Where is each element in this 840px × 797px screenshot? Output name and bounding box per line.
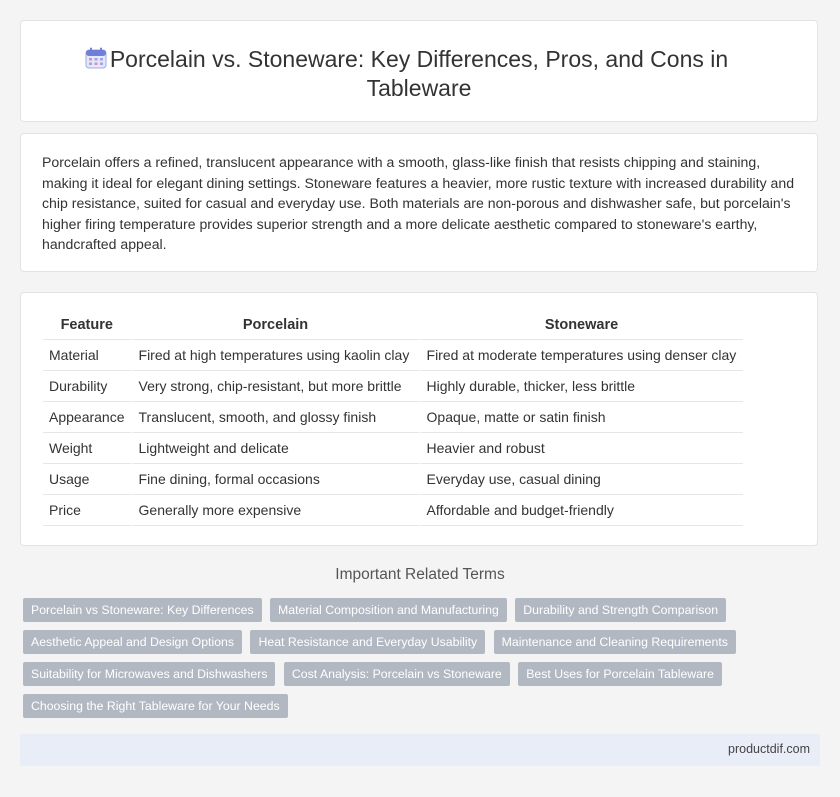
- cell-feature: Usage: [43, 464, 131, 495]
- cell-porcelain: Very strong, chip-resistant, but more brittle: [131, 371, 419, 402]
- header-card: [20, 20, 818, 122]
- related-term-tag[interactable]: Best Uses for Porcelain Tableware: [518, 662, 722, 686]
- cell-feature: Durability: [43, 371, 131, 402]
- related-term-tag[interactable]: Heat Resistance and Everyday Usability: [250, 630, 485, 654]
- cell-feature: Appearance: [43, 402, 131, 433]
- comparison-table: [43, 311, 743, 526]
- related-terms-title: Important Related Terms: [335, 566, 505, 583]
- cell-feature: Price: [43, 495, 131, 526]
- cell-porcelain: Translucent, smooth, and glossy finish: [131, 402, 419, 433]
- cell-porcelain: Generally more expensive: [131, 495, 419, 526]
- table-row: [43, 340, 743, 371]
- table-row: [43, 433, 743, 464]
- related-term-tag[interactable]: Choosing the Right Tableware for Your Needs: [23, 694, 288, 718]
- related-term-tag[interactable]: Suitability for Microwaves and Dishwashers: [23, 662, 275, 686]
- related-term-tag[interactable]: Material Composition and Manufacturing: [270, 598, 507, 622]
- table-row: [43, 371, 743, 402]
- cell-porcelain: Fine dining, formal occasions: [131, 464, 419, 495]
- cell-stoneware: Affordable and budget-friendly: [419, 495, 743, 526]
- table-row: [43, 402, 743, 433]
- related-term-tag[interactable]: Cost Analysis: Porcelain vs Stoneware: [284, 662, 510, 686]
- cell-feature: Weight: [43, 433, 131, 464]
- header-porcelain: Porcelain: [131, 311, 419, 340]
- footer-site-link[interactable]: productdif.com: [728, 742, 810, 756]
- intro-card: [20, 133, 818, 272]
- cell-stoneware: Opaque, matte or satin finish: [419, 402, 743, 433]
- related-term-tag[interactable]: Porcelain vs Stoneware: Key Differences: [23, 598, 262, 622]
- comparison-card: [20, 292, 818, 546]
- intro-paragraph: Porcelain offers a refined, translucent appearance with a smooth, glass-like finish that resists chipping and staining, making it ideal for elegant dining settings. Stoneware features a heavier, more rustic texture with increased durability and chip resistance, suited for casual and everyday use. Both materials are non-porous and dishwasher safe, but porcelain's higher firing temperature provides superior strength and a more delicate aesthetic compared to stoneware's earthy, handcrafted appeal.: [42, 154, 795, 252]
- related-terms-list: [23, 598, 813, 726]
- header-feature: Feature: [43, 311, 131, 340]
- table-header-row: [43, 311, 743, 340]
- header-stoneware: Stoneware: [419, 311, 743, 340]
- cell-stoneware: Highly durable, thicker, less brittle: [419, 371, 743, 402]
- cell-stoneware: Fired at moderate temperatures using denser clay: [419, 340, 743, 371]
- table-row: [43, 495, 743, 526]
- related-term-tag[interactable]: Durability and Strength Comparison: [515, 598, 726, 622]
- related-term-tag[interactable]: Maintenance and Cleaning Requirements: [494, 630, 736, 654]
- cell-porcelain: Lightweight and delicate: [131, 433, 419, 464]
- cell-stoneware: Everyday use, casual dining: [419, 464, 743, 495]
- table-row: [43, 464, 743, 495]
- cell-stoneware: Heavier and robust: [419, 433, 743, 464]
- related-term-tag[interactable]: Aesthetic Appeal and Design Options: [23, 630, 242, 654]
- cell-porcelain: Fired at high temperatures using kaolin clay: [131, 340, 419, 371]
- footer: [20, 734, 820, 766]
- cell-feature: Material: [43, 340, 131, 371]
- page-title: Porcelain vs. Stoneware: Key Differences, Pros, and Cons in Tableware: [109, 46, 729, 101]
